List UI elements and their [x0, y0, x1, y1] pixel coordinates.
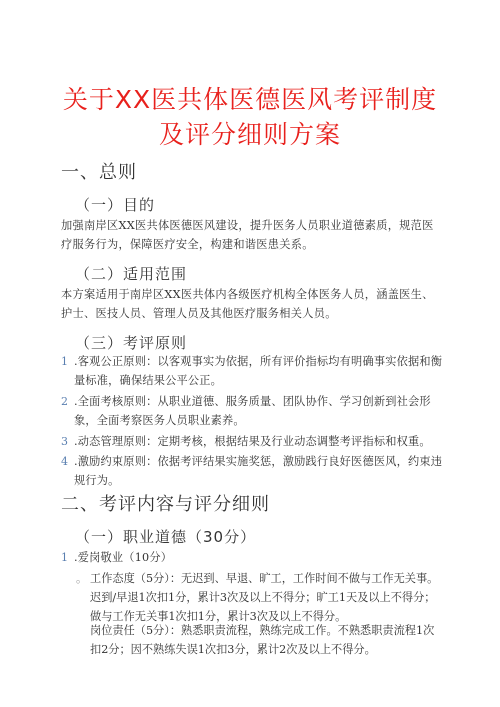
principle-item — [61, 392, 446, 430]
principle-item — [61, 452, 446, 490]
ethics-item — [61, 548, 446, 567]
principle-item — [61, 432, 446, 451]
subsection-heading-ethics: （一）职业道德（30分） — [75, 528, 257, 546]
list-item-text: .客观公正原则：以客观事实为依据，所有评价指标均有明确事实依据和衡量标准，确保结果公平公正。 — [74, 355, 443, 387]
sub-item-text: 岗位责任（5分）：熟悉职责流程，熟练完成工作。不熟悉职责流程1次扣2分；因不熟练失误1次扣3分，累计2次及以上不得分。 — [90, 624, 435, 656]
document-title-line1: 关于XX医共体医德医风考评制度 — [62, 85, 438, 114]
ethics-sub-item — [76, 569, 440, 626]
subsection-heading-purpose: （一）目的 — [75, 196, 156, 214]
scope-paragraph: 本方案适用于南岸区XX医共体内各级医疗机构全体医务人员，涵盖医生、护士、医技人员、管理人员及其他医疗服务相关人员。 — [61, 288, 434, 320]
bullet-mark: 。 — [76, 572, 88, 585]
list-item-text: .动态管理原则：定期考核，根据结果及行业动态调整考评指标和权重。 — [74, 435, 431, 448]
list-number: 1 — [61, 551, 68, 564]
section-heading-evaluation: 二、考评内容与评分细则 — [61, 494, 270, 515]
ethics-sub-item — [90, 621, 440, 659]
subsection-heading-scope: （二）适用范围 — [75, 265, 188, 283]
list-number: 1 — [61, 355, 68, 368]
list-item-text: .全面考核原则：从职业道德、服务质量、团队协作、学习创新到社会形象，全面考察医务人员职业素养。 — [74, 395, 431, 427]
list-item-text: .爱岗敬业（10分） — [74, 551, 173, 564]
section-heading-general: 一、总则 — [61, 162, 137, 183]
subsection-heading-principles: （三）考评原则 — [75, 334, 188, 352]
sub-item-text: 工作态度（5分）：无迟到、早退、旷工，工作时间不做与工作无关事。迟到/早退1次扣1分，累计3次及以上不得分；旷工1天及以上不得分；做与工作无关事1次扣1分，累计3次及以上不得分。 — [90, 572, 439, 623]
list-item-text: .激励约束原则：依据考评结果实施奖惩，激励践行良好医德医风，约束违规行为。 — [74, 455, 443, 487]
list-number: 3 — [61, 435, 68, 448]
list-number: 2 — [61, 395, 68, 408]
principle-item — [61, 352, 446, 390]
purpose-paragraph: 加强南岸区XX医共体医德医风建设，提升医务人员职业道德素质，规范医疗服务行为，保障医疗安全，构建和谐医患关系。 — [61, 219, 434, 251]
list-number: 4 — [61, 455, 68, 468]
document-title-line2: 及评分细则方案 — [158, 120, 341, 149]
